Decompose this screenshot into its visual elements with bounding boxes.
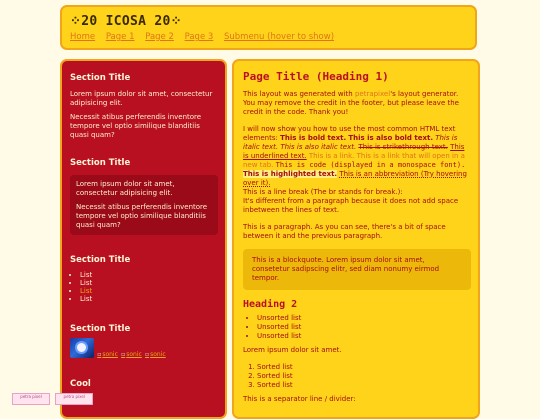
- broken-image-icon[interactable]: ▫ sonic: [97, 351, 118, 358]
- strikethrough-text: This is strikethrough text.: [358, 143, 448, 151]
- site-header: [60, 5, 477, 50]
- page-title: Page Title (Heading 1): [243, 70, 389, 83]
- sidebar-section-2-heading-wrap: [70, 158, 220, 168]
- sidebar-list-item: • List: [80, 279, 220, 287]
- new-tab-link[interactable]: This is a link that will open in a new tab.: [243, 152, 465, 169]
- sidebar-list-item: [80, 287, 220, 295]
- petrapixel-link[interactable]: petrapixel: [354, 90, 391, 98]
- sorted-list: [243, 363, 471, 390]
- heading-2: Heading 2: [243, 299, 298, 310]
- sidebar-section-4: [70, 324, 220, 334]
- sidebar-section-heading: Section Title: [70, 73, 131, 83]
- nav-submenu-link[interactable]: Submenu (hover to show): [223, 32, 335, 42]
- elements-paragraph: [243, 125, 471, 215]
- sidebar-paragraph: Necessit atibus perferendis inventore tempore vel optio similique blanditiis quasi quam?: [70, 113, 202, 139]
- sidebar-list-item: • List: [80, 295, 220, 303]
- sonic-icon[interactable]: [70, 338, 94, 358]
- paragraph: This is a paragraph. As you can see, there's a bit of space between it and the previous paragraph.: [243, 223, 446, 240]
- sidebar-section-3: [70, 255, 220, 303]
- intro-text: 's layout generator. You may remove the credit in the footer, but please leave the credit in the code. Thank you!: [243, 90, 459, 116]
- sidebar-box-paragraph: Necessit atibus perferendis inventore tempore vel optio similique blanditiis quasi quam?: [76, 203, 208, 229]
- intro-text: This layout was generated with: [243, 90, 355, 98]
- sidebar-section-heading: Section Title: [70, 158, 131, 168]
- nav-page3-link[interactable]: Page 3: [184, 32, 214, 42]
- petrapixel-badge-icon[interactable]: petra pixel: [55, 393, 93, 405]
- sidebar-section-5: [70, 379, 220, 389]
- site-title: ⁘20 ICOSA 20⁘: [70, 14, 182, 29]
- nav-home-link[interactable]: Home: [70, 32, 96, 42]
- sidebar-section-heading: Section Title: [70, 324, 131, 334]
- italic-text: This is also italic text.: [280, 143, 357, 151]
- line-break-text: This is a line break (The br stands for break.):: [243, 188, 403, 196]
- highlighted-text: This is highlighted text.: [243, 170, 338, 178]
- sidebar-list: [70, 271, 220, 303]
- nav-page2-link[interactable]: Page 2: [145, 32, 174, 42]
- underlined-text: This is underlined text.: [243, 143, 465, 160]
- sidebar-list-item: • List: [80, 271, 220, 279]
- nav-page1-link[interactable]: Page 1: [105, 32, 135, 42]
- sorted-list-item: 2. Sorted list: [257, 372, 471, 381]
- line-break-text: It's different from a paragraph because it does not add space inbetween the lines of text.: [243, 197, 459, 214]
- blockquote: This is a blockquote. Lorem ipsum dolor sit amet, consetetur sadipscing elitr, sed diam nonumy eirmod tempor.: [243, 249, 471, 290]
- sorted-list-item: 1. Sorted list: [257, 363, 471, 372]
- sidebar-box-paragraph: Lorem ipsum dolor sit amet, consectetur adipisicing elit.: [76, 180, 175, 197]
- sidebar-list-link[interactable]: List: [80, 287, 93, 295]
- sorted-list-item: 3. Sorted list: [257, 381, 471, 390]
- sidebar-section-1: [70, 73, 220, 140]
- main-content: [232, 59, 480, 419]
- example-link[interactable]: This is a link.: [308, 152, 355, 160]
- intro-paragraph: [243, 90, 471, 117]
- sidebar-icons: [70, 338, 166, 358]
- sidebar-section-heading: Section Title: [70, 255, 131, 265]
- sidebar-box: [70, 175, 218, 235]
- broken-image-icon[interactable]: ▫ sonic: [145, 351, 166, 358]
- unsorted-list-item: • Unsorted list: [257, 323, 471, 332]
- sidebar-paragraph: Lorem ipsum dolor sit amet, consectetur adipisicing elit.: [70, 90, 213, 107]
- separator-paragraph: This is a separator line / divider:: [243, 395, 356, 403]
- elements-lead: I will now show you how to use the most common HTML text elements:: [243, 125, 456, 142]
- bold-text: This is also bold text.: [348, 134, 433, 142]
- broken-image-icon[interactable]: ▫ sonic: [121, 351, 142, 358]
- sidebar: [60, 59, 227, 419]
- lorem-paragraph: Lorem ipsum dolor sit amet.: [243, 346, 342, 354]
- unsorted-list-item: • Unsorted list: [257, 332, 471, 341]
- abbreviation-text[interactable]: This is an abbreviation (Try hovering over it).: [243, 170, 467, 187]
- petrapixel-badge-icon[interactable]: petra pixel: [12, 393, 50, 405]
- unsorted-list: [243, 314, 471, 341]
- bold-text: This is bold text.: [280, 134, 347, 142]
- main-nav: [70, 32, 342, 42]
- italic-text: This is italic text.: [243, 134, 458, 151]
- unsorted-list-item: • Unsorted list: [257, 314, 471, 323]
- code-text: This is code (displayed in a monospace font).: [275, 161, 466, 169]
- sidebar-section-heading: Cool: [70, 379, 91, 389]
